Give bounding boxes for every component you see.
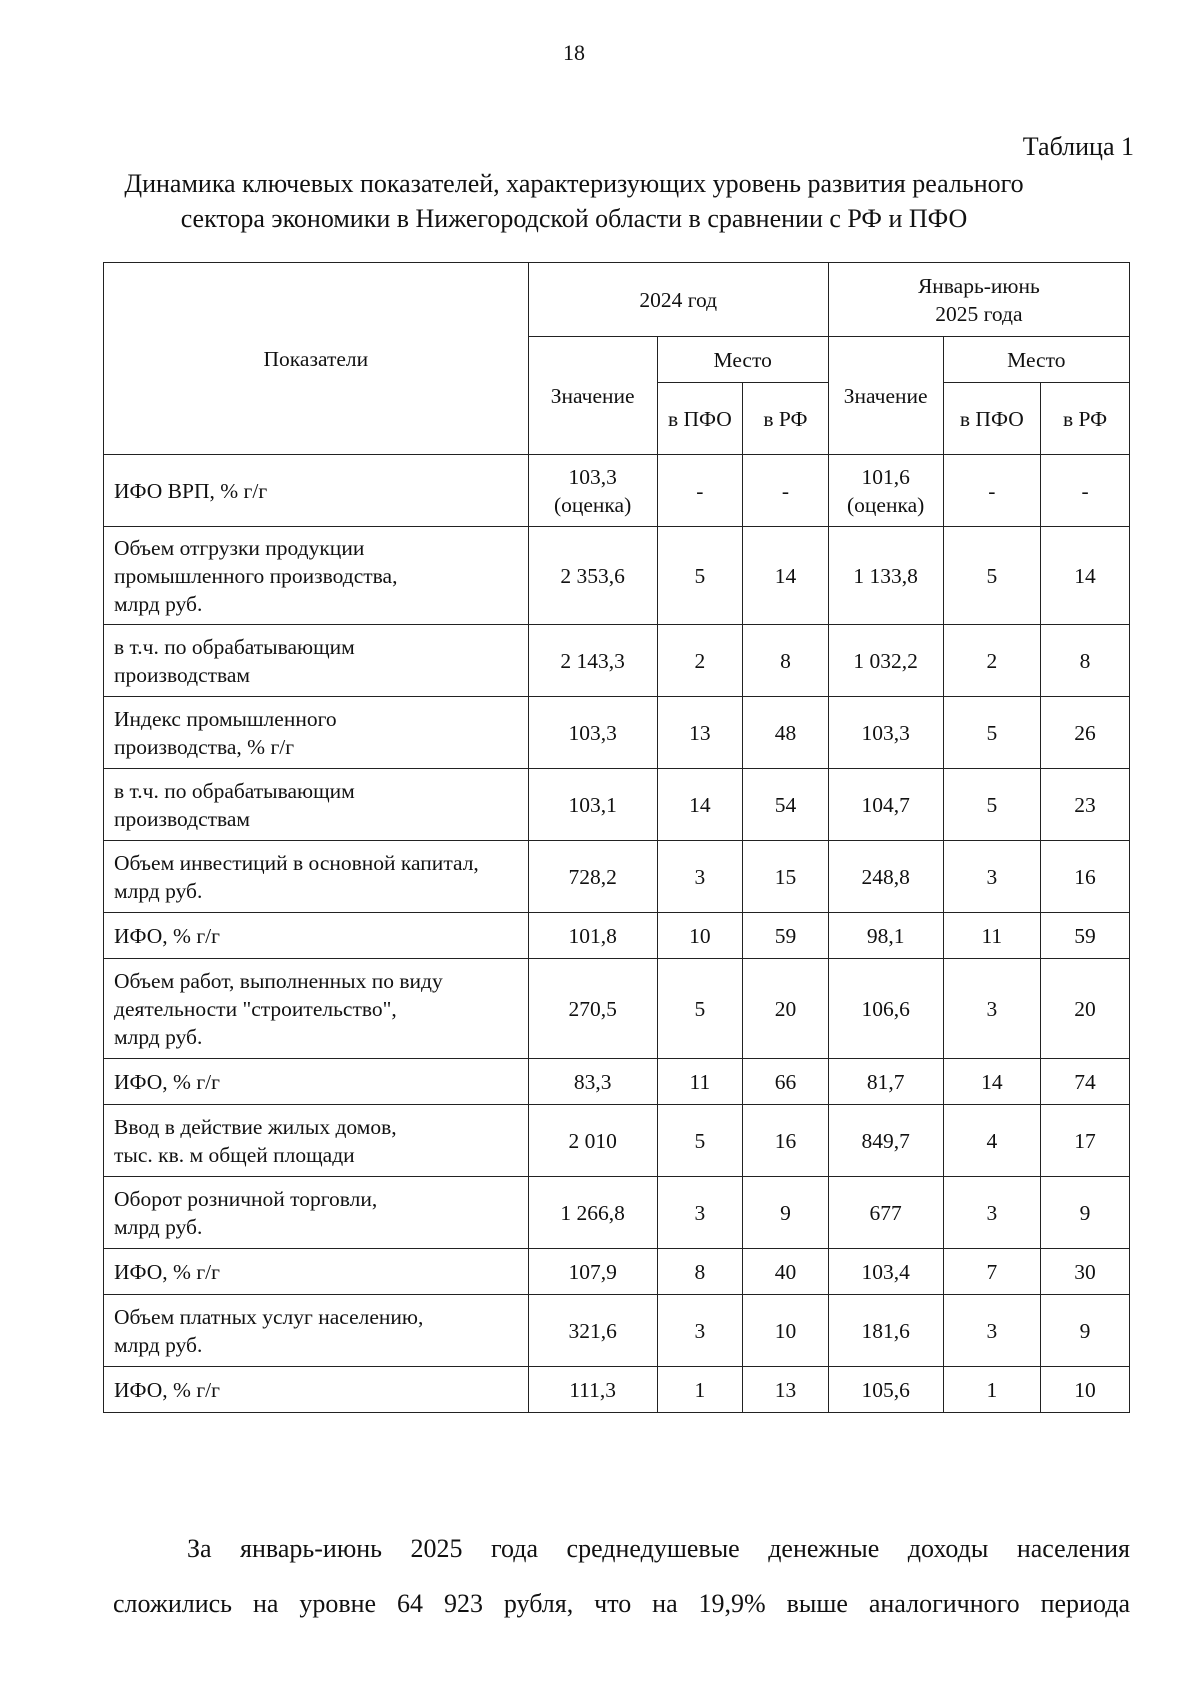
place-pfo-2024-cell: 5 bbox=[657, 1105, 743, 1177]
indicator-label bbox=[104, 625, 529, 697]
value-2024-cell bbox=[528, 1295, 657, 1367]
place-rf-2024-cell: - bbox=[743, 455, 829, 527]
indicator-label-line: ИФО, % г/г bbox=[114, 923, 220, 948]
value-2025-line: 81,7 bbox=[866, 1069, 905, 1094]
value-2024-cell bbox=[528, 1105, 657, 1177]
indicator-label bbox=[104, 1059, 529, 1105]
header-rf-2024: в РФ bbox=[743, 383, 829, 455]
indicator-label-line: Объем инвестиций в основной капитал, bbox=[114, 850, 479, 875]
place-rf-2024-cell: 8 bbox=[743, 625, 829, 697]
value-2025-line: 181,6 bbox=[861, 1318, 910, 1343]
value-2025-cell bbox=[828, 1105, 943, 1177]
place-rf-2025-cell: 30 bbox=[1041, 1249, 1130, 1295]
value-2025-cell bbox=[828, 1295, 943, 1367]
value-2024-cell bbox=[528, 913, 657, 959]
place-rf-2025-cell: 8 bbox=[1041, 625, 1130, 697]
value-2024-line: 103,3 bbox=[568, 720, 617, 745]
indicator-label-line: производствам bbox=[114, 662, 251, 687]
table-row bbox=[104, 1177, 1130, 1249]
indicator-label bbox=[104, 455, 529, 527]
value-2024-line: 111,3 bbox=[569, 1377, 617, 1402]
indicator-label-line: тыс. кв. м общей площади bbox=[114, 1142, 355, 1167]
value-2024-line: 83,3 bbox=[573, 1069, 612, 1094]
value-2025-line: 677 bbox=[869, 1200, 902, 1225]
value-2024-cell bbox=[528, 527, 657, 625]
value-2025-cell bbox=[828, 1177, 943, 1249]
header-pfo-2024: в ПФО bbox=[657, 383, 743, 455]
value-2024-line: 1 266,8 bbox=[560, 1200, 625, 1225]
value-2025-line: 849,7 bbox=[861, 1128, 910, 1153]
place-rf-2024-cell: 66 bbox=[743, 1059, 829, 1105]
indicator-label bbox=[104, 1367, 529, 1413]
value-2025-line: 103,4 bbox=[861, 1259, 910, 1284]
header-period-2025 bbox=[828, 263, 1129, 337]
indicator-label bbox=[104, 959, 529, 1059]
value-2025-cell bbox=[828, 625, 943, 697]
indicator-label bbox=[104, 769, 529, 841]
place-rf-2025-cell: 10 bbox=[1041, 1367, 1130, 1413]
place-rf-2025-cell: 74 bbox=[1041, 1059, 1130, 1105]
value-2024-line: 101,8 bbox=[568, 923, 617, 948]
header-period-2025-line: Январь-июнь bbox=[917, 273, 1040, 298]
value-2025-line: 101,6 bbox=[861, 464, 910, 489]
header-indicators: Показатели bbox=[104, 263, 529, 455]
indicator-label-line: производства, % г/г bbox=[114, 734, 295, 759]
header-value-2024: Значение bbox=[528, 337, 657, 455]
header-value-2025: Значение bbox=[828, 337, 943, 455]
indicator-label-line: деятельности "строительство", bbox=[114, 996, 397, 1021]
indicator-label-line: в т.ч. по обрабатывающим bbox=[114, 778, 355, 803]
place-pfo-2025-cell: 5 bbox=[943, 697, 1041, 769]
place-pfo-2025-cell: 3 bbox=[943, 1177, 1041, 1249]
table-row bbox=[104, 959, 1130, 1059]
indicator-label-line: производствам bbox=[114, 806, 251, 831]
page-number: 18 bbox=[563, 40, 585, 65]
place-rf-2025-cell: 59 bbox=[1041, 913, 1130, 959]
place-pfo-2024-cell: 2 bbox=[657, 625, 743, 697]
place-rf-2025-cell: 16 bbox=[1041, 841, 1130, 913]
place-pfo-2024-cell: - bbox=[657, 455, 743, 527]
indicator-label-line: Индекс промышленного bbox=[114, 706, 337, 731]
place-pfo-2025-cell: 4 bbox=[943, 1105, 1041, 1177]
table-title bbox=[60, 166, 1088, 236]
place-pfo-2024-cell: 3 bbox=[657, 1295, 743, 1367]
table-row bbox=[104, 1295, 1130, 1367]
table-row bbox=[104, 1059, 1130, 1105]
place-rf-2025-cell: - bbox=[1041, 455, 1130, 527]
table-title-line: сектора экономики в Нижегородской области в сравнении с РФ и ПФО bbox=[180, 204, 968, 233]
indicator-label-line: ИФО, % г/г bbox=[114, 1377, 220, 1402]
place-pfo-2024-cell: 5 bbox=[657, 959, 743, 1059]
place-pfo-2025-cell: 14 bbox=[943, 1059, 1041, 1105]
place-pfo-2024-cell: 14 bbox=[657, 769, 743, 841]
value-2025-cell bbox=[828, 455, 943, 527]
value-2025-line: 98,1 bbox=[866, 923, 905, 948]
indicator-label bbox=[104, 1177, 529, 1249]
value-2025-cell bbox=[828, 841, 943, 913]
value-2025-line: (оценка) bbox=[847, 492, 925, 517]
place-rf-2024-cell: 59 bbox=[743, 913, 829, 959]
table-row bbox=[104, 527, 1130, 625]
place-rf-2024-cell: 10 bbox=[743, 1295, 829, 1367]
value-2025-cell bbox=[828, 1367, 943, 1413]
value-2025-line: 248,8 bbox=[861, 864, 910, 889]
place-pfo-2025-cell: 5 bbox=[943, 769, 1041, 841]
table-row bbox=[104, 1105, 1130, 1177]
indicator-label bbox=[104, 527, 529, 625]
value-2024-line: 270,5 bbox=[568, 996, 617, 1021]
body-paragraph: За январь-июнь 2025 года среднедушевые денежные доходы населения сложились на уровне 64 923 рубля, что на 19,9% выше аналогичного периода bbox=[113, 1534, 1130, 1618]
place-pfo-2025-cell: 2 bbox=[943, 625, 1041, 697]
header-place-2025: Место bbox=[943, 337, 1129, 383]
table-row bbox=[104, 1249, 1130, 1295]
value-2025-cell bbox=[828, 959, 943, 1059]
place-rf-2025-cell: 9 bbox=[1041, 1295, 1130, 1367]
place-pfo-2025-cell: 3 bbox=[943, 1295, 1041, 1367]
indicator-label bbox=[104, 1105, 529, 1177]
indicator-label-line: млрд руб. bbox=[114, 878, 203, 903]
value-2024-cell bbox=[528, 455, 657, 527]
place-pfo-2025-cell: - bbox=[943, 455, 1041, 527]
place-rf-2025-cell: 9 bbox=[1041, 1177, 1130, 1249]
table-row bbox=[104, 841, 1130, 913]
table-body bbox=[104, 455, 1130, 1413]
value-2024-cell bbox=[528, 1059, 657, 1105]
value-2024-cell bbox=[528, 841, 657, 913]
place-pfo-2024-cell: 1 bbox=[657, 1367, 743, 1413]
place-pfo-2024-cell: 3 bbox=[657, 1177, 743, 1249]
indicator-label-line: Объем отгрузки продукции bbox=[114, 535, 365, 560]
indicator-label bbox=[104, 913, 529, 959]
indicator-label-line: млрд руб. bbox=[114, 1214, 203, 1239]
value-2024-line: 103,1 bbox=[568, 792, 617, 817]
value-2024-line: 2 010 bbox=[568, 1128, 617, 1153]
value-2025-line: 1 032,2 bbox=[853, 648, 918, 673]
place-rf-2025-cell: 23 bbox=[1041, 769, 1130, 841]
value-2024-line: (оценка) bbox=[553, 492, 632, 517]
indicator-label-line: млрд руб. bbox=[114, 1332, 203, 1357]
value-2025-line: 103,3 bbox=[861, 720, 910, 745]
table-row bbox=[104, 1367, 1130, 1413]
value-2024-cell bbox=[528, 959, 657, 1059]
place-pfo-2024-cell: 11 bbox=[657, 1059, 743, 1105]
indicator-label-line: млрд руб. bbox=[114, 591, 203, 616]
place-pfo-2025-cell: 1 bbox=[943, 1367, 1041, 1413]
value-2025-line: 1 133,8 bbox=[853, 563, 918, 588]
place-rf-2025-cell: 20 bbox=[1041, 959, 1130, 1059]
header-rf-2025: в РФ bbox=[1041, 383, 1130, 455]
indicator-label-line: промышленного производства, bbox=[114, 563, 398, 588]
place-rf-2025-cell: 17 bbox=[1041, 1105, 1130, 1177]
table-row bbox=[104, 625, 1130, 697]
indicator-label-line: ИФО, % г/г bbox=[114, 1069, 220, 1094]
place-pfo-2025-cell: 7 bbox=[943, 1249, 1041, 1295]
place-pfo-2025-cell: 11 bbox=[943, 913, 1041, 959]
place-rf-2024-cell: 48 bbox=[743, 697, 829, 769]
value-2025-line: 105,6 bbox=[861, 1377, 910, 1402]
value-2024-cell bbox=[528, 1367, 657, 1413]
value-2024-cell bbox=[528, 1177, 657, 1249]
table-row bbox=[104, 913, 1130, 959]
table-row bbox=[104, 697, 1130, 769]
place-rf-2025-cell: 26 bbox=[1041, 697, 1130, 769]
place-pfo-2025-cell: 5 bbox=[943, 527, 1041, 625]
value-2025-cell bbox=[828, 527, 943, 625]
place-rf-2025-cell: 14 bbox=[1041, 527, 1130, 625]
value-2024-line: 321,6 bbox=[568, 1318, 617, 1343]
place-pfo-2024-cell: 13 bbox=[657, 697, 743, 769]
place-rf-2024-cell: 9 bbox=[743, 1177, 829, 1249]
value-2024-line: 728,2 bbox=[568, 864, 617, 889]
value-2025-cell bbox=[828, 913, 943, 959]
place-rf-2024-cell: 54 bbox=[743, 769, 829, 841]
indicator-label-line: Оборот розничной торговли, bbox=[114, 1186, 378, 1211]
indicators-table bbox=[103, 262, 1130, 1413]
value-2025-cell bbox=[828, 1249, 943, 1295]
value-2024-cell bbox=[528, 697, 657, 769]
header-period-2025-line: 2025 года bbox=[935, 301, 1023, 326]
value-2025-cell bbox=[828, 697, 943, 769]
value-2025-cell bbox=[828, 769, 943, 841]
place-pfo-2024-cell: 10 bbox=[657, 913, 743, 959]
header-pfo-2025: в ПФО bbox=[943, 383, 1041, 455]
indicator-label-line: ИФО, % г/г bbox=[114, 1259, 220, 1284]
indicator-label-line: Объем платных услуг населению, bbox=[114, 1304, 424, 1329]
indicator-label-line: Ввод в действие жилых домов, bbox=[114, 1114, 397, 1139]
table-title-line: Динамика ключевых показателей, характеризующих уровень развития реального bbox=[124, 169, 1024, 198]
table-row bbox=[104, 455, 1130, 527]
place-rf-2024-cell: 14 bbox=[743, 527, 829, 625]
place-pfo-2025-cell: 3 bbox=[943, 841, 1041, 913]
indicator-label-line: в т.ч. по обрабатывающим bbox=[114, 634, 355, 659]
value-2025-line: 104,7 bbox=[861, 792, 910, 817]
indicator-label-line: млрд руб. bbox=[114, 1024, 203, 1049]
indicator-label bbox=[104, 841, 529, 913]
value-2025-line: 106,6 bbox=[861, 996, 910, 1021]
value-2024-cell bbox=[528, 1249, 657, 1295]
header-place-2024: Место bbox=[657, 337, 828, 383]
indicator-label bbox=[104, 1249, 529, 1295]
value-2024-line: 2 143,3 bbox=[560, 648, 625, 673]
place-rf-2024-cell: 15 bbox=[743, 841, 829, 913]
indicator-label bbox=[104, 697, 529, 769]
place-rf-2024-cell: 16 bbox=[743, 1105, 829, 1177]
indicator-label-line: Объем работ, выполненных по виду bbox=[114, 968, 443, 993]
indicator-label-line: ИФО ВРП, % г/г bbox=[114, 478, 268, 503]
place-pfo-2024-cell: 3 bbox=[657, 841, 743, 913]
value-2025-cell bbox=[828, 1059, 943, 1105]
place-pfo-2025-cell: 3 bbox=[943, 959, 1041, 1059]
header-period-2024: 2024 год bbox=[528, 263, 828, 337]
table-label: Таблица 1 bbox=[1022, 132, 1134, 161]
place-pfo-2024-cell: 5 bbox=[657, 527, 743, 625]
value-2024-line: 103,3 bbox=[568, 464, 617, 489]
place-rf-2024-cell: 40 bbox=[743, 1249, 829, 1295]
value-2024-line: 2 353,6 bbox=[560, 563, 625, 588]
place-rf-2024-cell: 20 bbox=[743, 959, 829, 1059]
value-2024-cell bbox=[528, 769, 657, 841]
value-2024-line: 107,9 bbox=[568, 1259, 617, 1284]
table-row bbox=[104, 769, 1130, 841]
value-2024-cell bbox=[528, 625, 657, 697]
place-rf-2024-cell: 13 bbox=[743, 1367, 829, 1413]
place-pfo-2024-cell: 8 bbox=[657, 1249, 743, 1295]
table-header bbox=[104, 263, 1130, 455]
indicator-label bbox=[104, 1295, 529, 1367]
